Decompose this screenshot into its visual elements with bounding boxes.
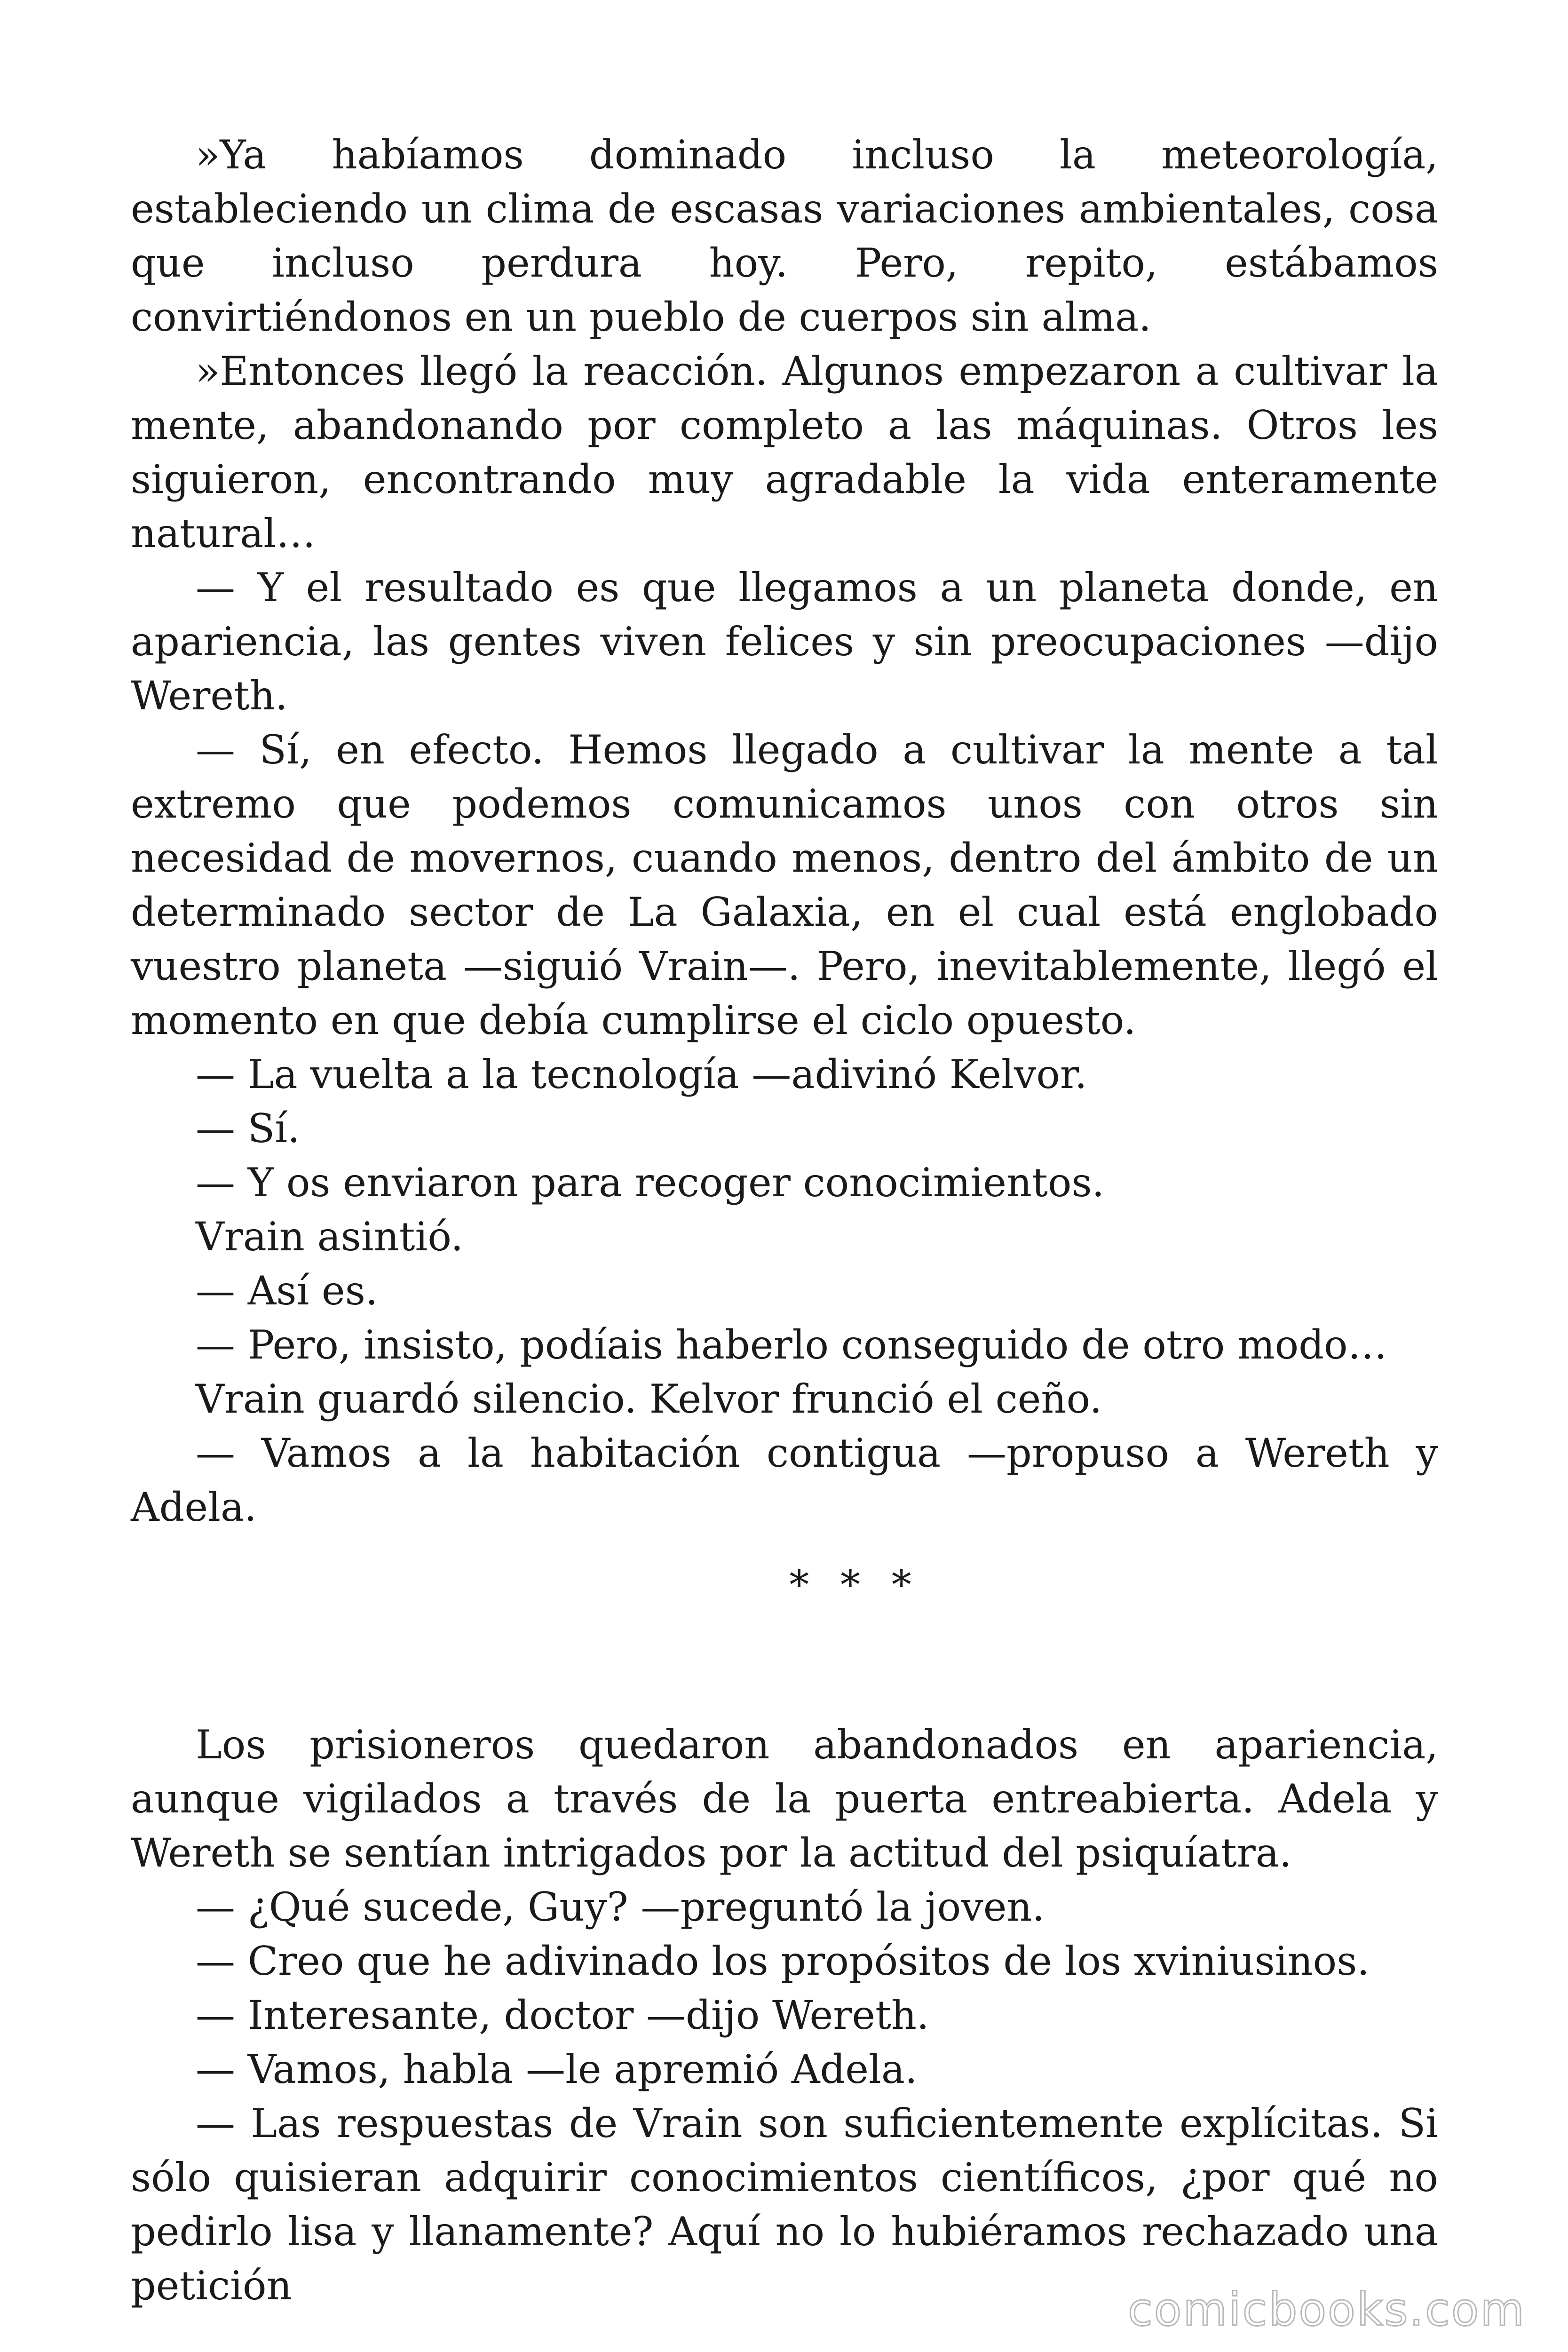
paragraph: — Interesante, doctor —dijo Wereth. [196,1992,929,2038]
paragraph: — ¿Qué sucede, Guy? —preguntó la joven. [196,1884,1045,1930]
paragraph: — Sí. [196,1105,300,1152]
paragraph: »Ya habíamos dominado incluso la meteorología, estableciendo un clima de escasas variaciones ambientales, cosa que incluso perdura hoy. Pero, repito, estábamos convirtiéndonos en un pueblo de cuerpos sin alma. [131,132,1438,340]
paragraph: Vrain guardó silencio. Kelvor frunció el ceño. [196,1376,1102,1422]
watermark-logo: comicbooks.com [1127,2283,1526,2336]
paragraph: — La vuelta a la tecnología —adivinó Kelvor. [196,1051,1087,1097]
paragraph: — Sí, en efecto. Hemos llegado a cultivar la mente a tal extremo que podemos comunicamos unos con otros sin necesidad de movernos, cuando menos, dentro del ámbito de un determinado sector de La Galaxia, en el cual está englobado vuestro planeta —siguió Vrain—. Pero, inevitablemente, llegó el momento en que debía cumplirse el ciclo opuesto. [131,727,1438,1043]
paragraph: — Creo que he adivinado los propósitos de los xviniusinos. [196,1938,1370,1984]
paragraph: — Vamos, habla —le apremió Adela. [196,2046,918,2092]
book-page [131,128,1438,2313]
paragraph: — Pero, insisto, podíais haberlo conseguido de otro modo… [196,1322,1387,1368]
section-separator: * * * [789,1562,921,1608]
paragraph: Los prisioneros quedaron abandonados en apariencia, aunque vigilados a través de la puerta entreabierta. Adela y Wereth se sentían intrigados por la actitud del psiquíatra. [131,1722,1438,1876]
paragraph: Vrain asintió. [196,1214,464,1260]
paragraph: — Y os enviaron para recoger conocimientos. [196,1160,1105,1206]
paragraph: — Así es. [196,1268,378,1314]
paragraph: — Vamos a la habitación contigua —propuso a Wereth y Adela. [131,1430,1438,1530]
paragraph: — Las respuestas de Vrain son suficientemente explícitas. Si sólo quisieran adquirir conocimientos científicos, ¿por qué no pedirlo lisa y llanamente? Aquí no lo hubiéramos rechazado una petición [131,2100,1438,2309]
paragraph: »Entonces llegó la reacción. Algunos empezaron a cultivar la mente, abandonando por completo a las máquinas. Otros les siguieron, encontrando muy agradable la vida enteramente natural… [131,348,1438,556]
paragraph: — Y el resultado es que llegamos a un planeta donde, en apariencia, las gentes viven felices y sin preocupaciones —dijo Wereth. [131,564,1438,719]
